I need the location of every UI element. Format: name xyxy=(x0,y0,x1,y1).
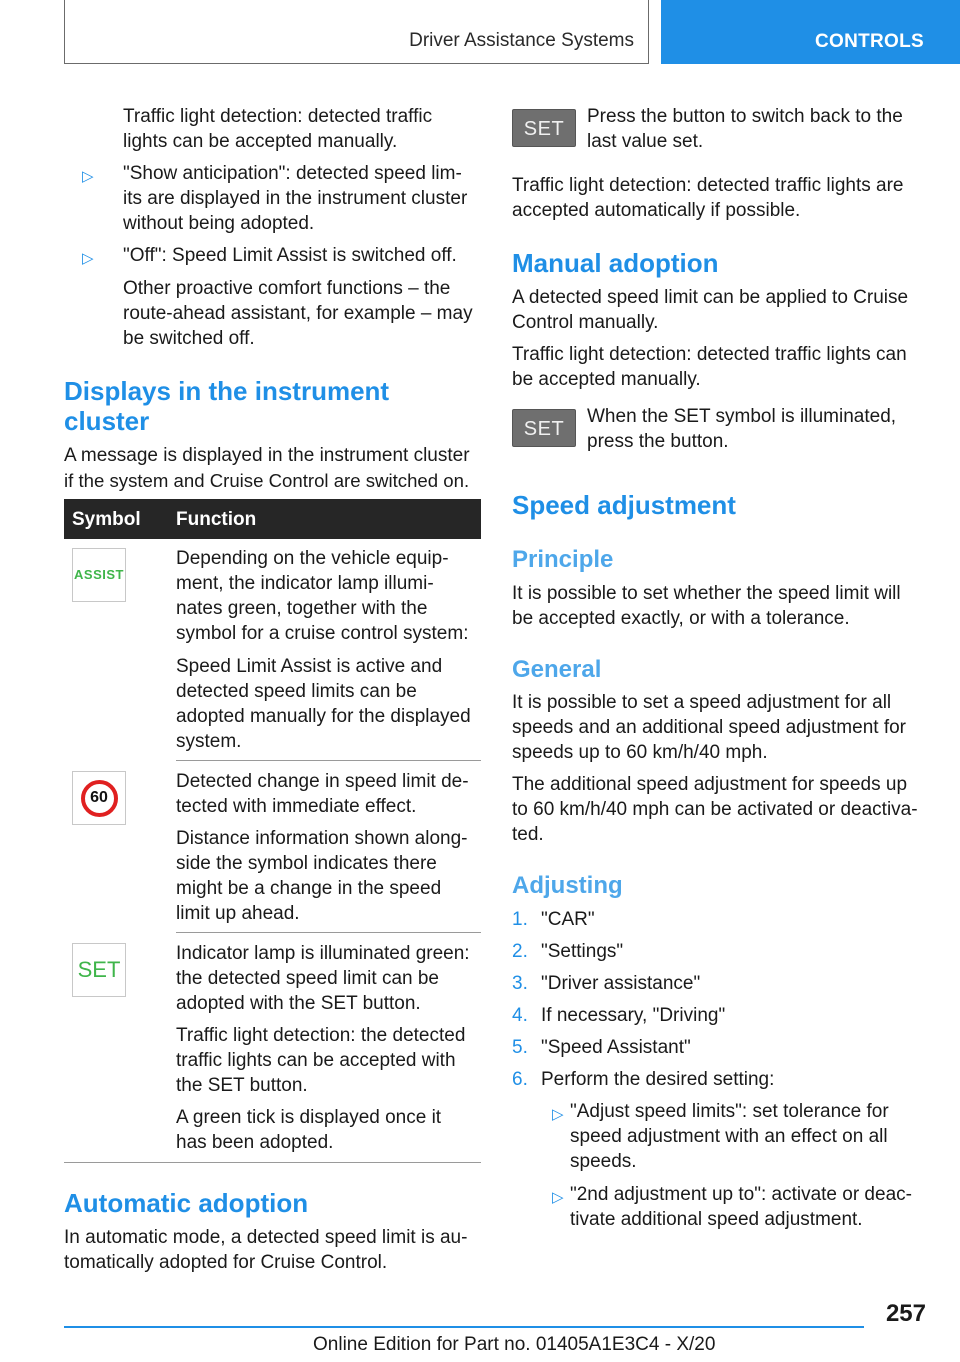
other-line-1: Other proactive comfort functions – the xyxy=(123,278,451,299)
principle-line-1: It is possible to set whether the speed limit will xyxy=(512,583,901,604)
auto-adoption-heading: Automatic adoption xyxy=(64,1188,309,1218)
step-number: 6. xyxy=(512,1069,528,1090)
intro-line-2: lights can be accepted manually. xyxy=(123,131,398,152)
principle-heading: Principle xyxy=(512,546,614,573)
bullet-triangle-icon: ▷ xyxy=(552,1189,564,1206)
principle-line-2: be accepted exactly, or with a tolerance. xyxy=(512,608,850,629)
row2-line: tected with immediate effect. xyxy=(176,796,417,817)
header-chapter-tab xyxy=(661,0,960,64)
footer-rule xyxy=(64,1326,864,1328)
step-text: "CAR" xyxy=(541,909,595,930)
header-section-tab xyxy=(64,0,649,64)
set-button-icon: SET xyxy=(512,409,576,447)
set-button-icon: SET xyxy=(512,109,576,147)
step-number: 5. xyxy=(512,1037,528,1058)
row1-line: ment, the indicator lamp illumi- xyxy=(176,573,434,594)
sub1-line-2: speed adjustment with an effect on all xyxy=(570,1126,888,1147)
step-number: 4. xyxy=(512,1005,528,1026)
row1-line: detected speed limits can be xyxy=(176,681,417,702)
auto-line-2: tomatically adopted for Cruise Control. xyxy=(64,1252,388,1273)
tl-auto-line-2: accepted automatically if possible. xyxy=(512,200,801,221)
row3-line: has been adopted. xyxy=(176,1132,334,1153)
row1-line: adopted manually for the displayed xyxy=(176,706,471,727)
step-number: 1. xyxy=(512,909,528,930)
sub1-line-1: "Adjust speed limits": set tolerance for xyxy=(570,1101,889,1122)
general-heading: General xyxy=(512,656,602,683)
press-line-2: last value set. xyxy=(587,131,704,152)
displays-line-1: A message is displayed in the instrument cluster xyxy=(64,445,470,466)
row2-line: might be a change in the speed xyxy=(176,878,442,899)
table-row-divider xyxy=(176,760,481,761)
bullet-triangle-icon: ▷ xyxy=(82,168,94,185)
tl-manual-line-2: be accepted manually. xyxy=(512,369,701,390)
set-green-icon: SET xyxy=(72,943,126,997)
sub1-line-3: speeds. xyxy=(570,1151,637,1172)
step-text: "Settings" xyxy=(541,941,624,962)
tl-auto-line-1: Traffic light detection: detected traffic lights are xyxy=(512,175,904,196)
additional-line-1: The additional speed adjustment for speeds up xyxy=(512,774,908,795)
when-line-1: When the SET symbol is illuminated, xyxy=(587,406,897,427)
table-bottom-rule xyxy=(64,1162,481,1163)
row2-line: Detected change in speed limit de- xyxy=(176,771,469,792)
when-line-2: press the button. xyxy=(587,431,729,452)
footer-edition: Online Edition for Part no. 01405A1E3C4 - X/20 xyxy=(313,1334,716,1355)
row1-line: Speed Limit Assist is active and xyxy=(176,656,443,677)
adjusting-heading: Adjusting xyxy=(512,872,623,899)
displays-heading-line-2: cluster xyxy=(64,406,150,436)
col-function-header: Function xyxy=(176,509,257,530)
manual-adoption-heading: Manual adoption xyxy=(512,248,719,278)
other-line-3: be switched off. xyxy=(123,328,255,349)
step-text: If necessary, "Driving" xyxy=(541,1005,726,1026)
general-line-2: speeds and an additional speed adjustment for xyxy=(512,717,906,738)
sub2-line-1: "2nd adjustment up to": activate or deac- xyxy=(570,1184,912,1205)
step-number: 2. xyxy=(512,941,528,962)
additional-line-3: ted. xyxy=(512,824,544,845)
sub2-line-2: tivate additional speed adjustment. xyxy=(570,1209,863,1230)
manual-line-2: Control manually. xyxy=(512,312,659,333)
displays-line-2: if the system and Cruise Control are switched on. xyxy=(64,470,470,491)
row2-line: Distance information shown along- xyxy=(176,828,468,849)
row3-line: Traffic light detection: the detected xyxy=(176,1025,466,1046)
press-line-1: Press the button to switch back to the xyxy=(587,106,903,127)
header-chapter-title: CONTROLS xyxy=(815,31,925,52)
bullet-triangle-icon: ▷ xyxy=(552,1106,564,1123)
header-section-title: Driver Assistance Systems xyxy=(409,30,634,51)
step-text: Perform the desired setting: xyxy=(541,1069,775,1090)
intro-line-1: Traffic light detection: detected traffic xyxy=(123,106,433,127)
row1-line: system. xyxy=(176,731,242,752)
row3-line: Indicator lamp is illuminated green: xyxy=(176,943,470,964)
step-text: "Driver assistance" xyxy=(541,973,701,994)
bullet-show-line-1: "Show anticipation": detected speed lim- xyxy=(123,163,462,184)
row2-line: limit up ahead. xyxy=(176,903,300,924)
displays-heading-line-1: Displays in the instrument xyxy=(64,376,390,406)
row3-line: adopted with the SET button. xyxy=(176,993,421,1014)
row2-line: side the symbol indicates there xyxy=(176,853,437,874)
page-number: 257 xyxy=(885,1300,926,1327)
table-header xyxy=(64,499,481,539)
row3-line: the detected speed limit can be xyxy=(176,968,440,989)
assist-symbol-icon: ASSIST xyxy=(72,548,126,602)
row3-line: A green tick is displayed once it xyxy=(176,1107,442,1128)
other-line-2: route-ahead assistant, for example – may xyxy=(123,303,473,324)
row1-line: Depending on the vehicle equip- xyxy=(176,548,449,569)
bullet-triangle-icon: ▷ xyxy=(82,250,94,267)
speed-adjustment-heading: Speed adjustment xyxy=(512,490,736,520)
row1-line: nates green, together with the xyxy=(176,598,428,619)
row3-line: traffic lights can be accepted with xyxy=(176,1050,456,1071)
step-text: "Speed Assistant" xyxy=(541,1037,691,1058)
speed-limit-60-icon: 60 xyxy=(72,771,126,825)
auto-line-1: In automatic mode, a detected speed limit is au- xyxy=(64,1227,468,1248)
tl-manual-line-1: Traffic light detection: detected traffic lights can xyxy=(512,344,907,365)
table-row-divider xyxy=(176,932,481,933)
general-line-3: speeds up to 60 km/h/40 mph. xyxy=(512,742,768,763)
manual-line-1: A detected speed limit can be applied to Cruise xyxy=(512,287,909,308)
row1-line: symbol for a cruise control system: xyxy=(176,623,469,644)
general-line-1: It is possible to set a speed adjustment for all xyxy=(512,692,892,713)
col-symbol-header: Symbol xyxy=(72,509,141,530)
step-number: 3. xyxy=(512,973,528,994)
row3-line: the SET button. xyxy=(176,1075,308,1096)
bullet-show-line-3: without being adopted. xyxy=(123,213,315,234)
additional-line-2: to 60 km/h/40 mph can be activated or deactiva- xyxy=(512,799,918,820)
bullet-off-line: "Off": Speed Limit Assist is switched off. xyxy=(123,245,457,266)
bullet-show-line-2: its are displayed in the instrument cluster xyxy=(123,188,468,209)
